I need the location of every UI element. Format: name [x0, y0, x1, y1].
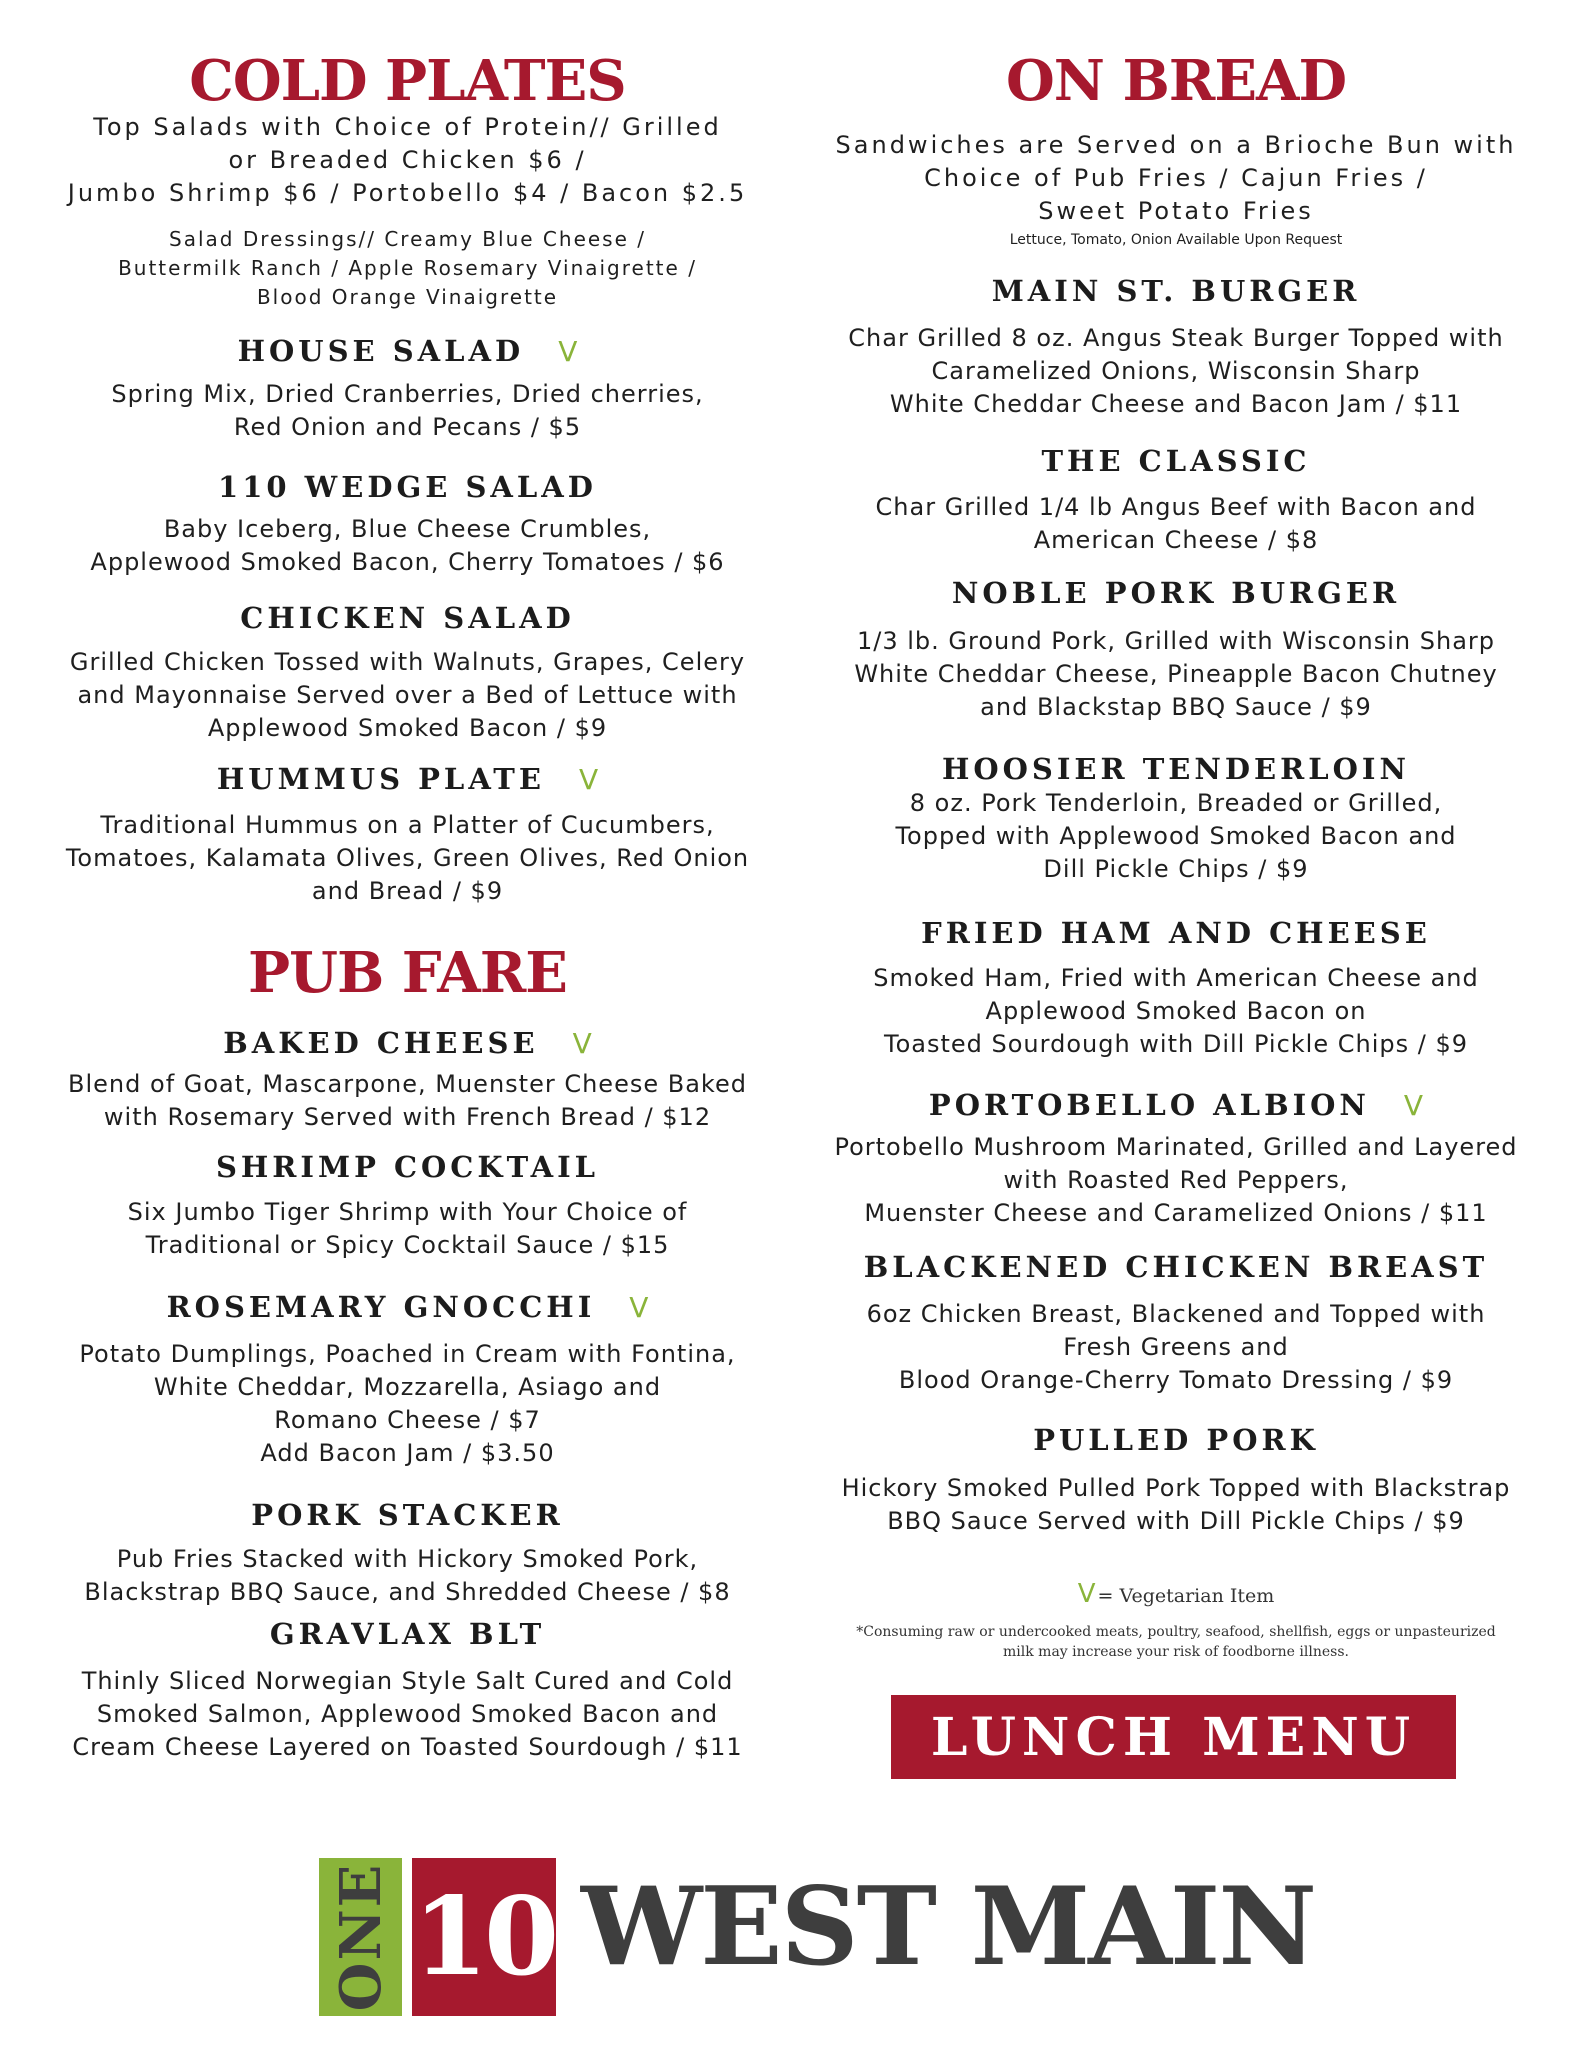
vegetarian-icon: V: [578, 763, 599, 796]
item-desc-pulled-pork: Hickory Smoked Pulled Pork Topped with Blackstrap BBQ Sauce Served with Dill Pickle Chips / $9: [841, 1474, 1511, 1535]
vegetarian-legend: V = Vegetarian Item: [1077, 1579, 1275, 1609]
cold-plates-intro: Top Salads with Choice of Protein// Grilled or Breaded Chicken $6 / Jumbo Shrimp $6 / Portobello $4 / Bacon $2.5: [67, 113, 748, 207]
item-title-pulled-pork: PULLED PORK: [1033, 1423, 1319, 1457]
item-desc-main-st-burger: Char Grilled 8 oz. Angus Steak Burger Topped with Caramelized Onions, Wisconsin Sharp White Cheddar Cheese and Bacon Jam / $11: [848, 324, 1504, 418]
item-title-hoosier-tenderloin: HOOSIER TENDERLOIN: [941, 752, 1410, 786]
item-desc-hoosier-tenderloin: 8 oz. Pork Tenderloin, Breaded or Grilled, Topped with Applewood Smoked Bacon and Dill Pickle Chips / $9: [895, 789, 1457, 883]
vegetarian-icon: V: [629, 1291, 649, 1324]
vegetarian-icon: V: [558, 335, 578, 368]
on-bread-title: ON BREAD: [1005, 48, 1347, 114]
item-desc-baked-cheese: Blend of Goat, Mascarpone, Muenster Cheese Baked with Rosemary Served with French Bread / $12: [68, 1070, 747, 1131]
item-desc-shrimp-cocktail: Six Jumbo Tiger Shrimp with Your Choice of Traditional or Spicy Cocktail Sauce / $15: [127, 1198, 688, 1259]
pub-fare-title: PUB FARE: [248, 940, 567, 1006]
vegetarian-icon: V: [572, 1027, 592, 1060]
cold-plates-title: COLD PLATES: [189, 48, 626, 114]
item-desc-portobello-albion: Portobello Mushroom Marinated, Grilled and Layered with Roasted Red Peppers, Muenster Cheese and Caramelized Onions / $11: [834, 1133, 1518, 1227]
salad-dressings: Salad Dressings// Creamy Blue Cheese / Buttermilk Ranch / Apple Rosemary Vinaigrette / Blood Orange Vinaigrette: [118, 227, 697, 309]
item-desc-house-salad: Spring Mix, Dried Cranberries, Dried cherries, Red Onion and Pecans / $5: [111, 380, 704, 441]
item-desc-rosemary-gnocchi: Potato Dumplings, Poached in Cream with Fontina, White Cheddar, Mozzarella, Asiago and Romano Cheese / $7 Add Bacon Jam / $3.50: [79, 1340, 736, 1467]
item-title-house-salad: HOUSE SALAD V: [237, 334, 578, 368]
item-desc-gravlax-blt: Thinly Sliced Norwegian Style Salt Cured and Cold Smoked Salmon, Applewood Smoked Bacon and Cream Cheese Layered on Toasted Sourdough / $11: [72, 1667, 743, 1761]
item-desc-blackened-chicken-breast: 6oz Chicken Breast, Blackened and Topped with Fresh Greens and Blood Orange-Cherry Tomato Dressing / $9: [866, 1300, 1486, 1394]
item-desc-pork-stacker: Pub Fries Stacked with Hickory Smoked Pork, Blackstrap BBQ Sauce, and Shredded Cheese / $8: [84, 1545, 731, 1606]
logo-wordmark: WEST MAIN: [581, 1864, 1316, 1990]
item-title-chicken-salad: CHICKEN SALAD: [240, 601, 575, 635]
right-column: [800, 0, 1552, 1790]
restaurant-logo: [319, 1858, 1316, 2016]
item-title-noble-pork-burger: NOBLE PORK BURGER: [951, 576, 1401, 610]
food-safety-disclaimer: *Consuming raw or undercooked meats, poultry, seafood, shellfish, eggs or unpasteurized milk may increase your risk of foodborne illness.: [856, 1624, 1496, 1660]
item-desc-wedge-salad: Baby Iceberg, Blue Cheese Crumbles, Applewood Smoked Bacon, Cherry Tomatoes / $6: [90, 515, 725, 576]
item-title-main-st-burger: MAIN ST. BURGER: [991, 274, 1361, 308]
item-title-portobello-albion: PORTOBELLO ALBION V: [928, 1088, 1424, 1122]
item-desc-noble-pork-burger: 1/3 lb. Ground Pork, Grilled with Wisconsin Sharp White Cheddar Cheese, Pineapple Bacon Chutney and Blackstap BBQ Sauce / $9: [854, 627, 1498, 721]
item-title-baked-cheese: BAKED CHEESE V: [223, 1026, 592, 1060]
item-title-fried-ham-and-cheese: FRIED HAM AND CHEESE: [921, 916, 1431, 950]
item-title-pork-stacker: PORK STACKER: [251, 1498, 564, 1532]
item-title-gravlax-blt: GRAVLAX BLT: [269, 1617, 546, 1651]
item-title-hummus-plate: HUMMUS PLATE V: [216, 762, 599, 796]
lunch-menu-banner: LUNCH MENU: [891, 1695, 1456, 1779]
item-title-blackened-chicken-breast: BLACKENED CHICKEN BREAST: [863, 1250, 1489, 1284]
item-title-rosemary-gnocchi: ROSEMARY GNOCCHI V: [166, 1290, 649, 1324]
item-title-wedge-salad: 110 WEDGE SALAD: [218, 470, 597, 504]
on-bread-intro: Sandwiches are Served on a Brioche Bun with Choice of Pub Fries / Cajun Fries / Sweet Potato Fries: [835, 131, 1517, 225]
item-desc-hummus-plate: Traditional Hummus on a Platter of Cucumbers, Tomatoes, Kalamata Olives, Green Olives, Red Onion and Bread / $9: [65, 811, 750, 905]
logo-ten-block: 10: [412, 1858, 556, 2016]
item-title-the-classic: THE CLASSIC: [1041, 444, 1311, 478]
item-title-shrimp-cocktail: SHRIMP COCKTAIL: [215, 1150, 600, 1184]
item-desc-fried-ham-and-cheese: Smoked Ham, Fried with American Cheese and Applewood Smoked Bacon on Toasted Sourdough with Dill Pickle Chips / $9: [873, 964, 1479, 1058]
item-desc-chicken-salad: Grilled Chicken Tossed with Walnuts, Grapes, Celery and Mayonnaise Served over a Bed of Lettuce with Applewood Smoked Bacon / $9: [69, 648, 746, 742]
on-bread-note: Lettuce, Tomato, Onion Available Upon Request: [1009, 232, 1343, 248]
vegetarian-icon: V: [1403, 1089, 1424, 1122]
logo-one-block: ONE: [319, 1858, 402, 2016]
item-desc-the-classic: Char Grilled 1/4 lb Angus Beef with Bacon and American Cheese / $8: [875, 493, 1477, 554]
left-column: [30, 0, 785, 1790]
vegetarian-icon: V: [1077, 1579, 1096, 1609]
